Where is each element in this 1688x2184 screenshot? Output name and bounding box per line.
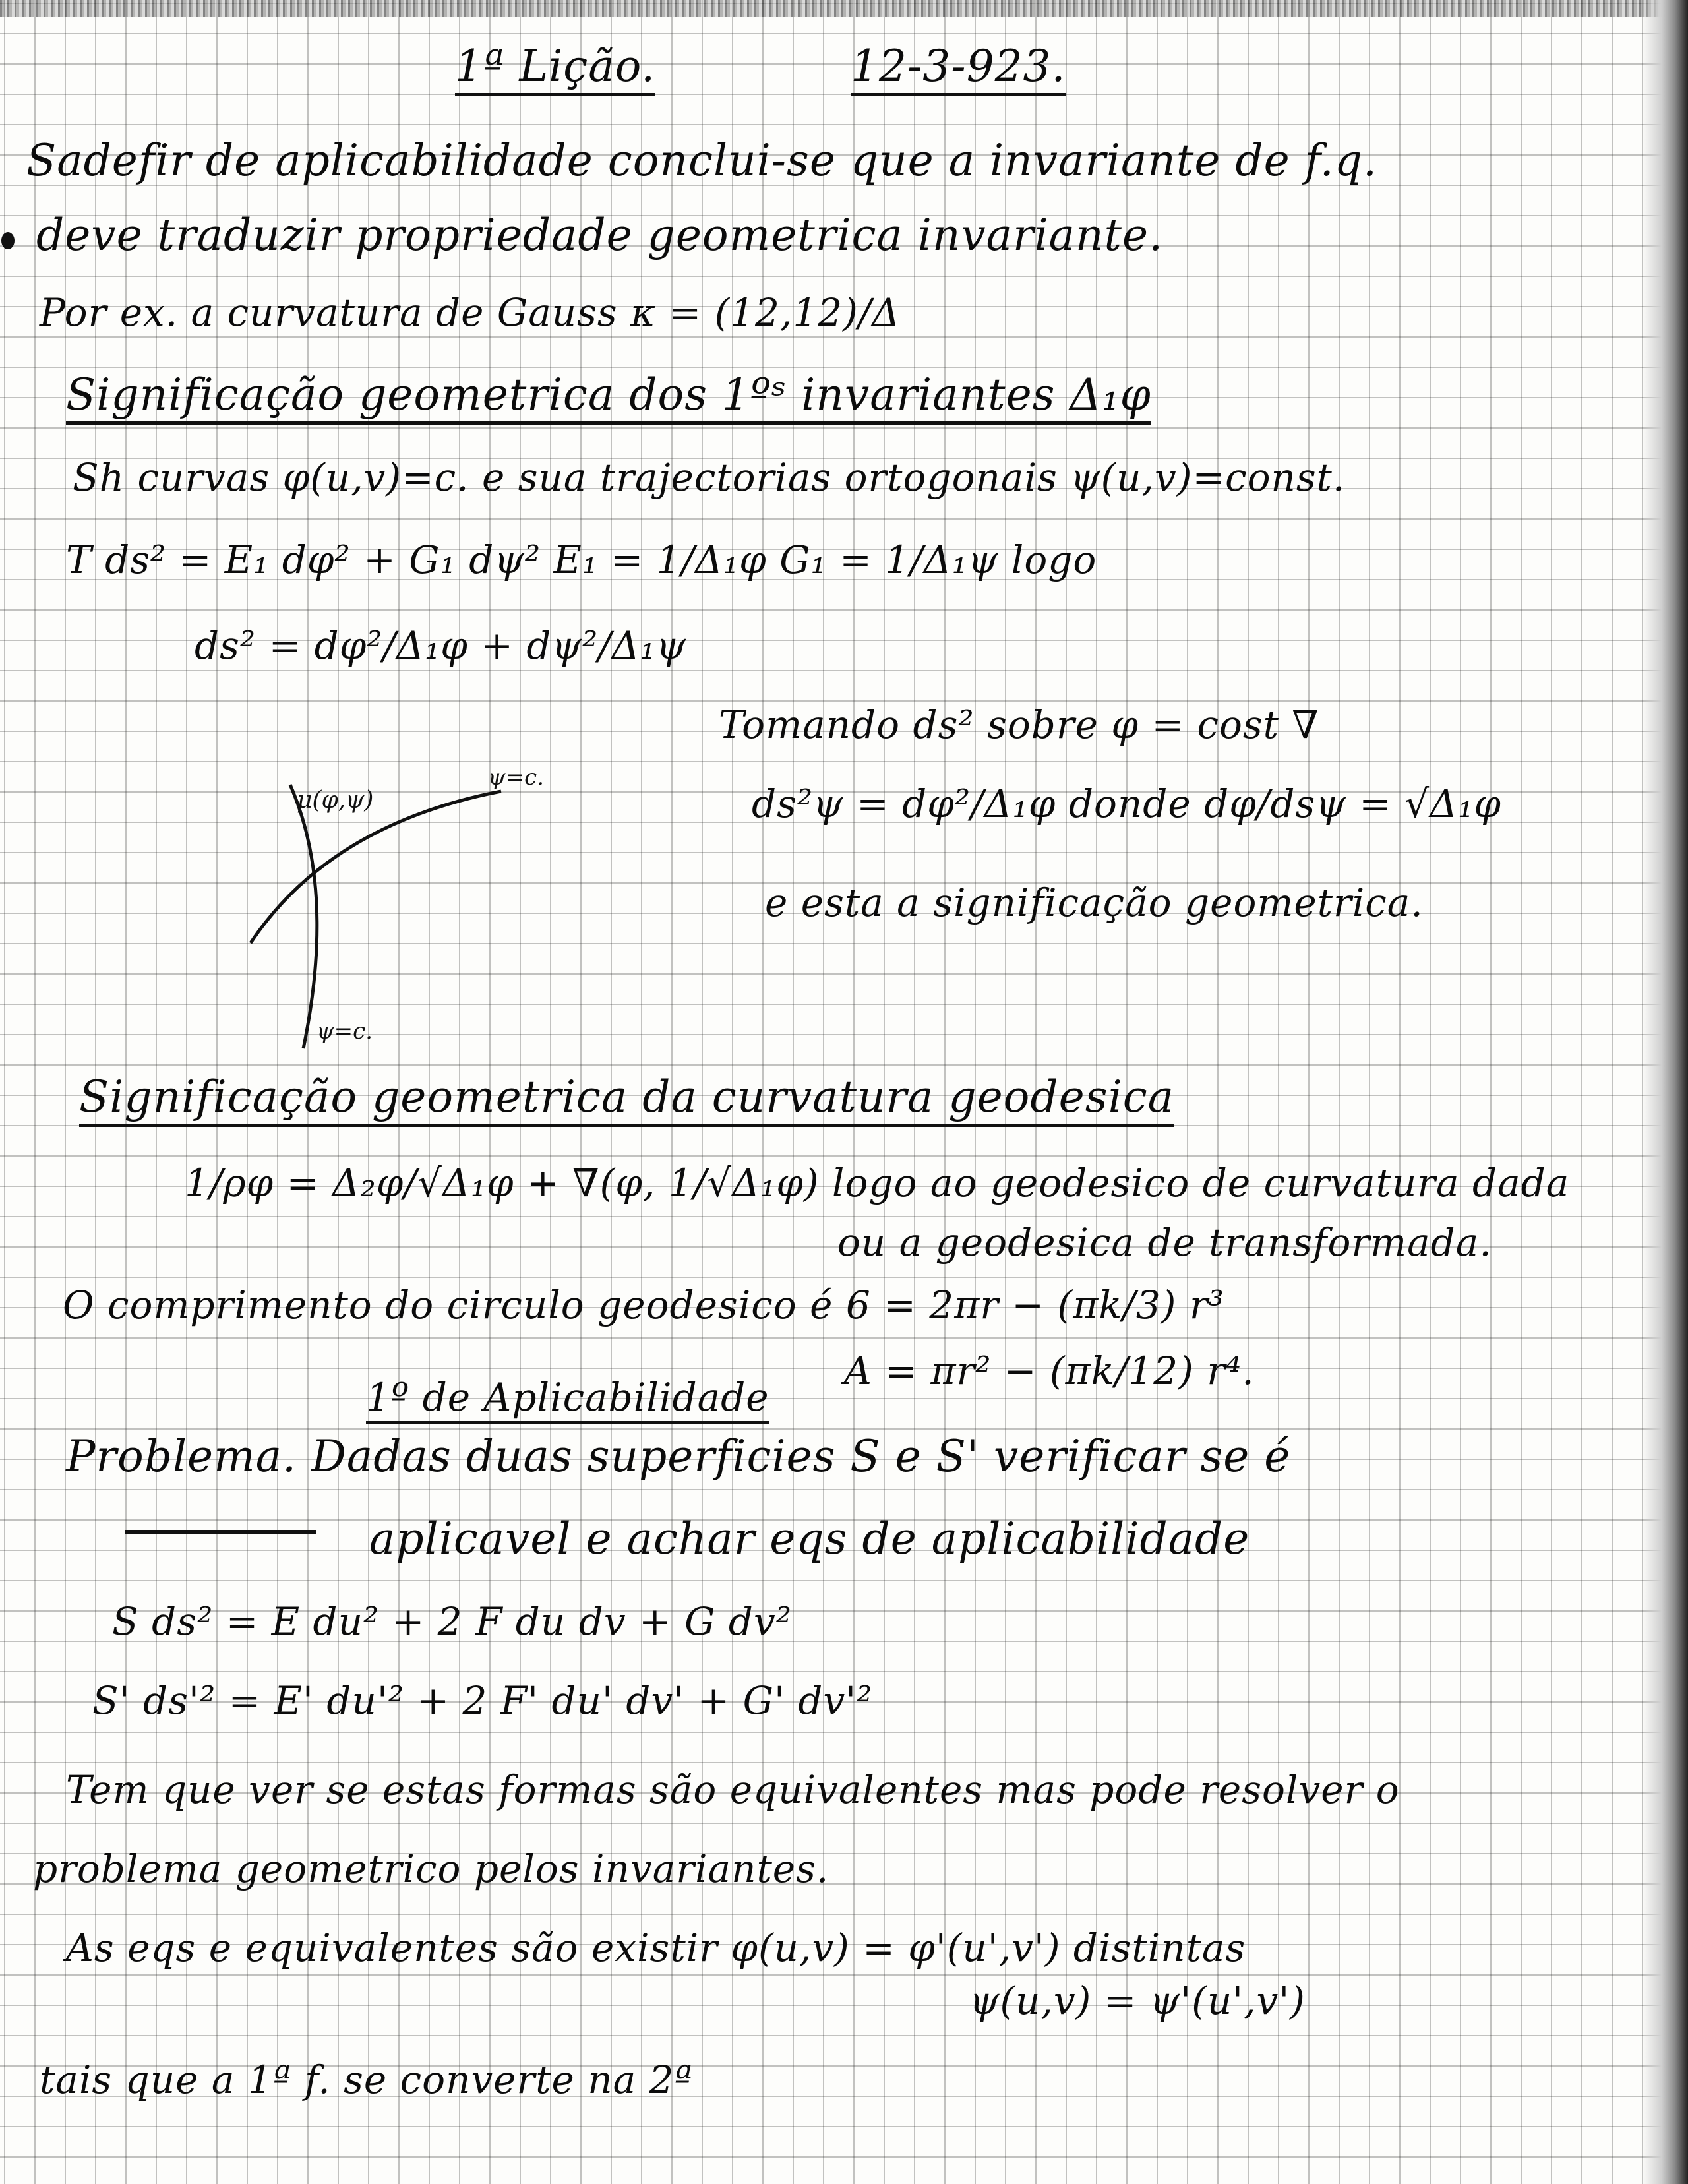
text-line-5: Sh curvas φ(u,v)=c. e sua trajectorias ortogonais ψ(u,v)=const. xyxy=(73,455,1346,500)
margin-ink-dot xyxy=(1,232,15,249)
orthogonal-curves-diagram xyxy=(237,745,646,1055)
text-line-22: problema geometrico pelos invariantes. xyxy=(33,1846,829,1891)
text-line-21: Tem que ver se estas formas são equivalentes mas pode resolver o xyxy=(66,1767,1400,1812)
text-line-18: aplicavel e achar eqs de aplicabilidade xyxy=(369,1513,1250,1564)
text-line-8: Tomando ds² sobre φ = cost ∇ xyxy=(719,702,1319,747)
point-label: μ(φ,ψ) xyxy=(297,787,374,814)
lesson-title: 1ª Lição. xyxy=(455,41,655,96)
text-line-25: tais que a 1ª f. se converte na 2ª xyxy=(40,2057,694,2102)
text-line-19: S ds² = E du² + 2 F du dv + G dv² xyxy=(112,1599,792,1644)
text-line-15: A = πr² − (πk/12) r⁴. xyxy=(844,1349,1255,1393)
text-line-3: Por ex. a curvatura de Gauss κ = (12,12)/Δ xyxy=(40,290,901,335)
text-line-6: T ds² = E₁ dφ² + G₁ dψ² E₁ = 1/Δ₁φ G₁ = 1/Δ₁ψ logo xyxy=(66,537,1097,582)
curve-label-bottom: ψ=c. xyxy=(316,1018,373,1045)
text-line-12: 1/ρφ = Δ₂φ/√Δ₁φ + ∇(φ, 1/√Δ₁φ) logo ao geodesico de curvatura dada xyxy=(185,1161,1570,1205)
curve-label-top: ψ=c. xyxy=(488,764,544,791)
text-line-4: Significação geometrica dos 1ºˢ invariantes Δ₁φ xyxy=(66,369,1151,425)
text-line-17: Problema. Dadas duas superficies S e S' verificar se é xyxy=(66,1431,1291,1482)
text-line-13: ou a geodesica de transformada. xyxy=(837,1220,1492,1265)
text-line-9: ds²ψ = dφ²/Δ₁φ donde dφ/dsψ = √Δ₁φ xyxy=(752,781,1501,826)
problem-double-underline xyxy=(125,1530,316,1534)
curve-psi xyxy=(290,785,317,1048)
lesson-date: 12-3-923. xyxy=(851,41,1066,96)
text-line-24: ψ(u,v) = ψ'(u',v') xyxy=(969,1978,1306,2023)
text-line-20: S' ds'² = E' du'² + 2 F' du' dv' + G' dv'² xyxy=(92,1678,873,1723)
text-line-2: deve traduzir propriedade geometrica invariante. xyxy=(36,210,1164,260)
curve-phi xyxy=(251,791,501,943)
text-line-23: As eqs e equivalentes são existir φ(u,v) = φ'(u',v') distintas xyxy=(66,1926,1246,1970)
text-line-7: ds² = dφ²/Δ₁φ + dψ²/Δ₁ψ xyxy=(195,623,687,668)
text-line-11: Significação geometrica da curvatura geodesica xyxy=(79,1072,1174,1127)
text-line-16: 1º de Aplicabilidade xyxy=(366,1375,769,1424)
text-line-10: e esta a significação geometrica. xyxy=(765,880,1424,925)
text-line-1: Sadefir de aplicabilidade conclui-se que a invariante de f.q. xyxy=(26,135,1377,186)
text-line-14: O comprimento do circulo geodesico é 6 = 2πr − (πk/3) r³ xyxy=(63,1283,1224,1327)
